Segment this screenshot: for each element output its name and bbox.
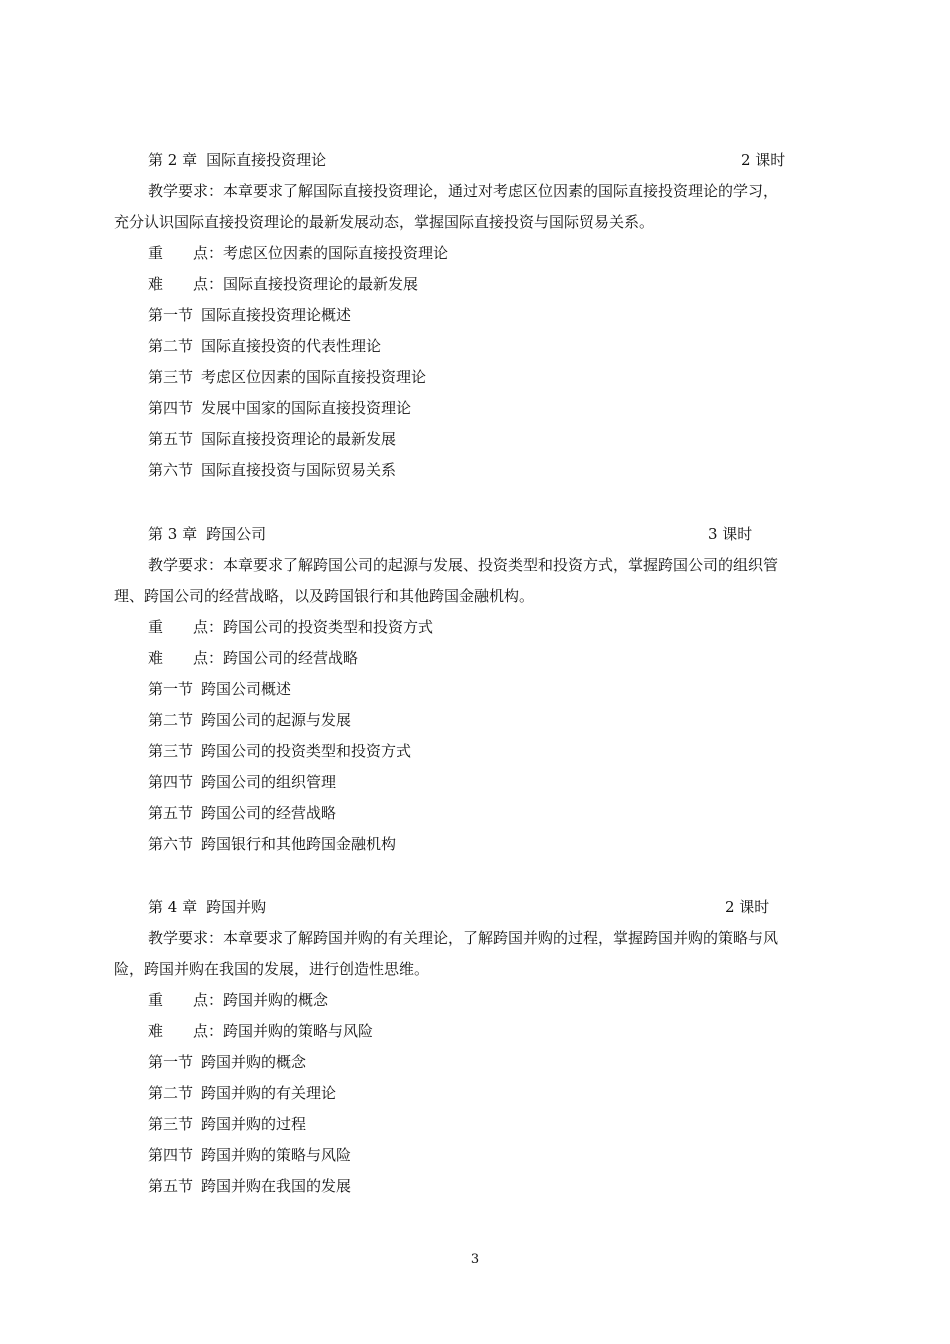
key-point bbox=[148, 243, 448, 263]
section-title: 跨国公司概述 bbox=[201, 680, 292, 698]
section-title: 国际直接投资的代表性理论 bbox=[201, 337, 382, 355]
section-title: 跨国并购的概念 bbox=[201, 1053, 307, 1071]
section-title: 跨国并购在我国的发展 bbox=[201, 1177, 352, 1195]
key-label-suffix: 点： bbox=[193, 991, 224, 1009]
section-number: 第四节 bbox=[148, 399, 194, 417]
section-title: 跨国并购的策略与风险 bbox=[201, 1146, 352, 1164]
section-title: 跨国公司的投资类型和投资方式 bbox=[201, 742, 412, 760]
section-title: 国际直接投资理论概述 bbox=[201, 306, 352, 324]
difficult-point bbox=[148, 648, 358, 668]
section-title: 跨国并购的过程 bbox=[201, 1115, 307, 1133]
section-item bbox=[148, 398, 411, 418]
difficult-point bbox=[148, 274, 418, 294]
chapter-hours: 2 课时 bbox=[741, 151, 786, 169]
difficult-label-suffix: 点： bbox=[193, 1022, 224, 1040]
section-title: 跨国公司的组织管理 bbox=[201, 773, 337, 791]
requirement-line: 教学要求：本章要求了解跨国公司的起源与发展、投资类型和投资方式，掌握跨国公司的组织管 bbox=[148, 556, 779, 574]
chapter-number: 第 2 章 bbox=[148, 151, 198, 169]
requirement-line: 理、跨国公司的经营战略，以及跨国银行和其他跨国金融机构。 bbox=[114, 587, 535, 605]
chapter-number: 第 4 章 bbox=[148, 898, 198, 916]
section-number: 第五节 bbox=[148, 430, 194, 448]
section-number: 第二节 bbox=[148, 711, 194, 729]
section-title: 跨国并购的有关理论 bbox=[201, 1084, 337, 1102]
requirement-line: 充分认识国际直接投资理论的最新发展动态，掌握国际直接投资与国际贸易关系。 bbox=[114, 213, 655, 231]
section-number: 第四节 bbox=[148, 773, 194, 791]
chapter-hours: 2 课时 bbox=[725, 898, 770, 916]
key-label-suffix: 点： bbox=[193, 618, 224, 636]
chapter-title: 跨国公司 bbox=[206, 525, 267, 543]
chapter-hours: 3 课时 bbox=[708, 525, 753, 543]
section-item bbox=[148, 803, 336, 823]
section-number: 第三节 bbox=[148, 742, 194, 760]
requirement-line: 险，跨国并购在我国的发展，进行创造性思维。 bbox=[114, 960, 430, 978]
chapter-heading bbox=[148, 524, 266, 544]
key-point bbox=[148, 617, 433, 637]
difficult-text: 国际直接投资理论的最新发展 bbox=[223, 275, 419, 293]
difficult-text: 跨国公司的经营战略 bbox=[223, 649, 359, 667]
requirement-line: 教学要求：本章要求了解国际直接投资理论，通过对考虑区位因素的国际直接投资理论的学习， bbox=[148, 182, 779, 200]
section-number: 第五节 bbox=[148, 1177, 194, 1195]
section-item bbox=[148, 305, 351, 325]
section-item bbox=[148, 1145, 351, 1165]
section-item bbox=[148, 1052, 306, 1072]
section-item bbox=[148, 1083, 336, 1103]
chapter-title: 国际直接投资理论 bbox=[206, 151, 327, 169]
section-item bbox=[148, 429, 396, 449]
key-text: 跨国公司的投资类型和投资方式 bbox=[223, 618, 434, 636]
section-title: 考虑区位因素的国际直接投资理论 bbox=[201, 368, 427, 386]
page-number: 3 bbox=[470, 1252, 480, 1267]
section-number: 第二节 bbox=[148, 337, 194, 355]
section-item bbox=[148, 367, 426, 387]
chapter-number: 第 3 章 bbox=[148, 525, 198, 543]
section-item bbox=[148, 1176, 351, 1196]
section-number: 第一节 bbox=[148, 1053, 194, 1071]
key-label: 重 bbox=[148, 244, 164, 262]
key-label-suffix: 点： bbox=[193, 244, 224, 262]
difficult-label: 难 bbox=[148, 275, 164, 293]
section-number: 第六节 bbox=[148, 835, 194, 853]
section-item bbox=[148, 772, 336, 792]
difficult-label-suffix: 点： bbox=[193, 649, 224, 667]
section-number: 第三节 bbox=[148, 368, 194, 386]
section-number: 第二节 bbox=[148, 1084, 194, 1102]
section-title: 发展中国家的国际直接投资理论 bbox=[201, 399, 412, 417]
difficult-label-suffix: 点： bbox=[193, 275, 224, 293]
section-number: 第三节 bbox=[148, 1115, 194, 1133]
difficult-text: 跨国并购的策略与风险 bbox=[223, 1022, 374, 1040]
section-item bbox=[148, 1114, 306, 1134]
section-item bbox=[148, 336, 381, 356]
key-label: 重 bbox=[148, 991, 164, 1009]
section-item bbox=[148, 460, 396, 480]
section-number: 第一节 bbox=[148, 680, 194, 698]
difficult-label: 难 bbox=[148, 1022, 164, 1040]
section-title: 国际直接投资与国际贸易关系 bbox=[201, 461, 397, 479]
chapter-heading bbox=[148, 897, 266, 917]
key-label: 重 bbox=[148, 618, 164, 636]
key-point bbox=[148, 990, 328, 1010]
requirement-line: 教学要求：本章要求了解跨国并购的有关理论，了解跨国并购的过程，掌握跨国并购的策略与风 bbox=[148, 929, 779, 947]
section-item bbox=[148, 741, 411, 761]
section-number: 第六节 bbox=[148, 461, 194, 479]
section-item bbox=[148, 679, 291, 699]
key-text: 考虑区位因素的国际直接投资理论 bbox=[223, 244, 449, 262]
section-number: 第一节 bbox=[148, 306, 194, 324]
section-title: 跨国公司的起源与发展 bbox=[201, 711, 352, 729]
difficult-point bbox=[148, 1021, 373, 1041]
key-text: 跨国并购的概念 bbox=[223, 991, 329, 1009]
section-title: 国际直接投资理论的最新发展 bbox=[201, 430, 397, 448]
chapter-title: 跨国并购 bbox=[206, 898, 267, 916]
section-number: 第四节 bbox=[148, 1146, 194, 1164]
chapter-heading bbox=[148, 150, 326, 170]
section-number: 第五节 bbox=[148, 804, 194, 822]
section-item bbox=[148, 710, 351, 730]
section-item bbox=[148, 834, 396, 854]
difficult-label: 难 bbox=[148, 649, 164, 667]
section-title: 跨国银行和其他跨国金融机构 bbox=[201, 835, 397, 853]
section-title: 跨国公司的经营战略 bbox=[201, 804, 337, 822]
